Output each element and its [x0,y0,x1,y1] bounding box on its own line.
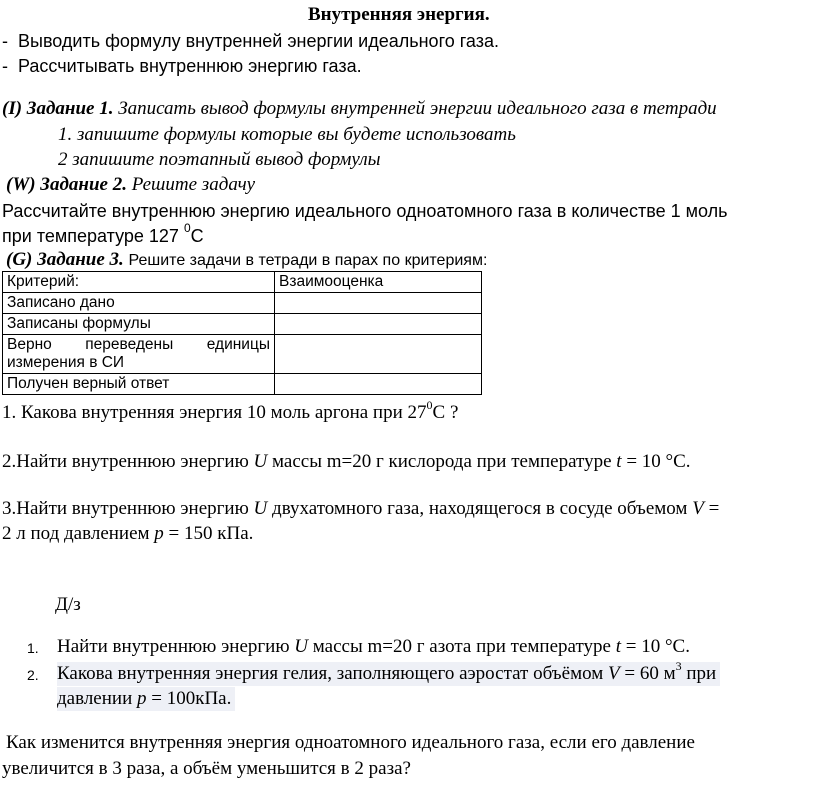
var-U: U [294,636,309,657]
table-cell-criterion: Записано дано [3,293,275,314]
problem-text: = 150 кПа. [163,523,254,544]
var-V: V [608,663,620,684]
homework-text: = 100кПа. [146,688,232,709]
table-row [3,314,482,335]
task3-heading [6,248,487,273]
homework-label: Д/з [55,594,81,615]
problem-2 [2,450,691,474]
task1-text: Записать вывод формулы внутренней энергии идеального газа в тетради [118,98,717,119]
word: единицы [206,336,270,353]
task2-problem-line2 [2,221,204,248]
table-header-peer-review: Взаимооценка [275,272,482,293]
table-header-row [3,272,482,293]
table-cell-empty [275,374,482,395]
table-cell-criterion [3,335,275,374]
table-row [3,374,482,395]
goal-text: Рассчитывать внутреннюю энергию газа. [18,56,362,76]
var-t: t [615,636,621,657]
problem-text: 3.Найти внутреннюю энергию [2,498,254,519]
problem-3 [2,497,719,521]
task1-step: 2 запишите поэтапный вывод формулы [58,149,381,170]
table-cell-criterion: Получен верный ответ [3,374,275,395]
unit-text: С [190,226,204,246]
goal-item [2,29,499,53]
table-row [3,335,482,374]
var-t: t [616,451,622,472]
task2-problem-text: при температуре 127 [2,226,184,246]
word: Верно [7,336,52,353]
goal-text: Выводить формулу внутренней энергии идеального газа. [18,31,499,51]
task2-text: Решите задачу [131,174,256,195]
homework-item-2 [57,659,720,686]
dash-marker: - [2,31,18,51]
criteria-table [2,271,482,395]
dash-marker: - [2,56,18,76]
homework-item-1 [57,635,690,659]
table-row [3,293,482,314]
final-question-line2: увеличится в 3 раза, а объём уменьшится в 2 раза? [2,758,411,779]
homework-text: Найти внутреннюю энергию [57,636,295,657]
cell-line2: измерения в СИ [7,354,125,371]
list-number: 1. [27,640,39,656]
final-question-line1: Как изменится внутренняя энергия одноатомного идеального газа, если его давление [6,732,695,753]
var-p: p [137,688,147,709]
homework-text: = 10 °С. [620,636,690,657]
homework-text: массы m=20 г азота при температуре [308,636,616,657]
justified-line [7,336,270,354]
task3-text: Решите задачи в тетради в парах по критериям: [128,252,488,269]
var-U: U [253,451,268,472]
task2-heading [6,173,255,197]
problem-text: массы m=20 г кислорода при температуре [267,451,617,472]
table-cell-criterion: Записаны формулы [3,314,275,335]
table-cell-empty [275,335,482,374]
homework-text: давлении [57,688,137,709]
homework-text: = 60 м [619,663,676,684]
problem-1 [2,398,459,425]
problem-text: 1. Какова внутренняя энергия 10 моль аргона при 27 [2,402,427,423]
problem-3-line2 [2,522,253,546]
table-cell-empty [275,314,482,335]
list-number: 2. [27,667,39,683]
word: переведены [85,336,174,353]
task1-heading [2,97,717,121]
homework-text: Какова внутренняя энергия гелия, заполняющего аэростат объёмом [57,663,608,684]
problem-text: 2 л под давлением [2,523,155,544]
var-p: p [154,523,164,544]
problem-text: = 10 °С. [621,451,691,472]
task3-tag: (G) Задание 3. [6,249,124,270]
degree-sup: 0 [426,398,433,412]
goal-item [2,54,362,78]
task2-problem-line1: Рассчитайте внутреннюю энергию идеального одноатомного газа в количестве 1 моль [2,201,728,221]
homework-text: при [681,663,717,684]
table-header-criterion: Критерий: [3,272,275,293]
degree-sup: 0 [183,221,191,235]
problem-text: двухатомного газа, находящегося в сосуде объемом [267,498,693,519]
problem-text: С ? [432,402,459,423]
var-U: U [253,498,268,519]
power-sup: 3 [675,659,682,673]
homework-item-2-line2 [57,687,235,711]
page-title: Внутренняя энергия. [308,4,490,25]
task1-step: 1. запишите формулы которые вы будете использовать [58,124,516,145]
table-cell-empty [275,293,482,314]
problem-text: 2.Найти внутреннюю энергию [2,451,254,472]
problem-text: = [703,498,720,519]
var-V: V [692,498,704,519]
task1-tag: (I) Задание 1. [2,98,114,119]
task2-tag: (W) Задание 2. [6,174,127,195]
